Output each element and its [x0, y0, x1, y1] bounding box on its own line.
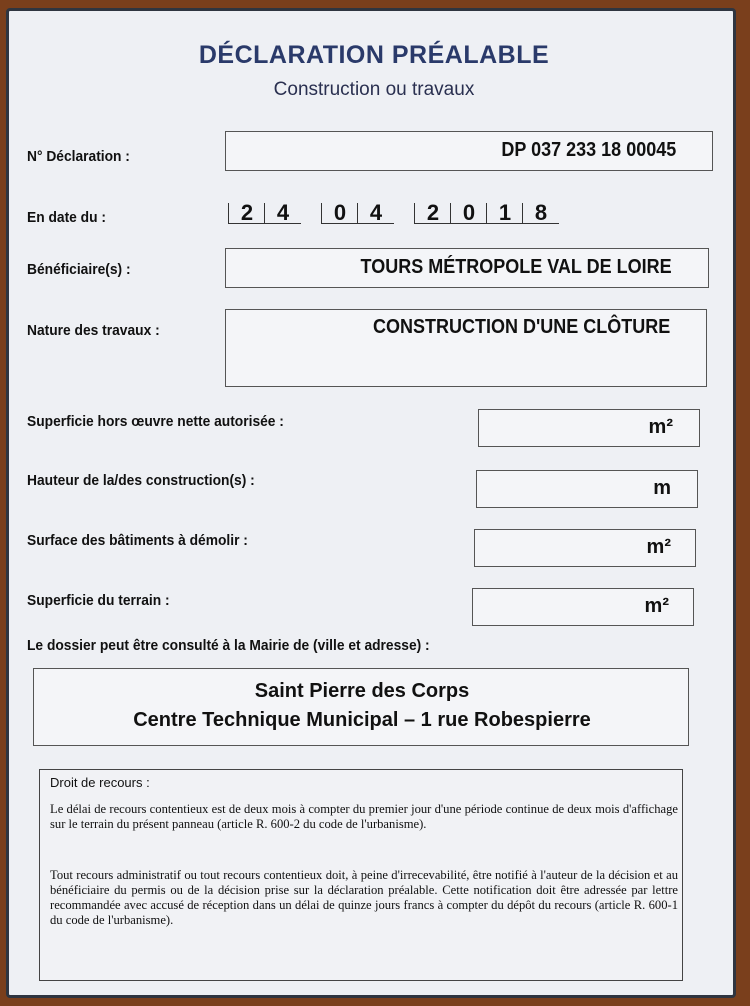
- page-subtitle: Construction ou travaux: [273, 79, 475, 100]
- date-digit: 4: [357, 203, 394, 224]
- date-digit: 0: [321, 203, 358, 224]
- date-digit: 4: [264, 203, 301, 224]
- appeal-rights-paragraph-1: Le délai de recours contentieux est de deux mois à compter du premier jour d'une période continue de deux mois d'affichage sur le terrain du présent panneau (article R. 600-2 du code de l'urbanisme).: [50, 802, 678, 831]
- appeal-rights-paragraph-2: Tout recours administratif ou tout recours contentieux doit, à peine d'irrecevabilité, être notifié à l'auteur de la décision et au bénéficiaire du permis ou de la décision prise sur la déclaration préalable. Cette notification doit être adressée par lettre recommandée avec accusé de réception dans un délai de quinze jours francs à compter du dépôt du recours (article R. 600-1 du code de l'urbanisme).: [50, 868, 678, 927]
- date-digit: 2: [414, 203, 451, 224]
- appeal-rights-box: [39, 769, 683, 981]
- demolish-area-label: Surface des bâtiments à démolir :: [27, 532, 248, 549]
- beneficiary-value: TOURS MÉTROPOLE VAL DE LOIRE: [360, 256, 672, 278]
- floor-area-label: Superficie hors œuvre nette autorisée :: [27, 413, 284, 430]
- land-area-unit: m²: [644, 595, 669, 617]
- floor-area-unit: m²: [648, 416, 673, 438]
- beneficiary-label: Bénéficiaire(s) :: [27, 261, 131, 278]
- land-area-label: Superficie du terrain :: [27, 592, 170, 609]
- date-digit: 1: [486, 203, 523, 224]
- works-nature-value: CONSTRUCTION D'UNE CLÔTURE: [372, 316, 670, 338]
- floor-area-box: [478, 409, 700, 447]
- date-label: En date du :: [27, 209, 106, 226]
- appeal-rights-heading: Droit de recours :: [50, 775, 150, 790]
- address-line-1: Saint Pierre des Corps: [254, 680, 470, 702]
- date-digit: 8: [522, 203, 559, 224]
- declaration-number-value: DP 037 233 18 00045: [501, 139, 676, 161]
- works-nature-box: [225, 309, 707, 387]
- land-area-box: [472, 588, 694, 626]
- address-box: [33, 668, 689, 746]
- address-line-2: Centre Technique Municipal – 1 rue Robespierre: [133, 709, 591, 731]
- beneficiary-box: [225, 248, 709, 288]
- declaration-number-box: [225, 131, 713, 171]
- declaration-number-label: N° Déclaration :: [27, 148, 130, 165]
- date-digit: 0: [450, 203, 487, 224]
- page-title: DÉCLARATION PRÉALABLE: [198, 41, 550, 69]
- declaration-panel: [6, 8, 736, 998]
- dossier-label: Le dossier peut être consulté à la Mairie de (ville et adresse) :: [27, 637, 430, 654]
- date-digit: 2: [228, 203, 265, 224]
- demolish-area-unit: m²: [646, 536, 671, 558]
- height-box: [476, 470, 698, 508]
- works-nature-label: Nature des travaux :: [27, 322, 160, 339]
- demolish-area-box: [474, 529, 696, 567]
- height-unit: m: [653, 477, 671, 499]
- height-label: Hauteur de la/des construction(s) :: [27, 472, 255, 489]
